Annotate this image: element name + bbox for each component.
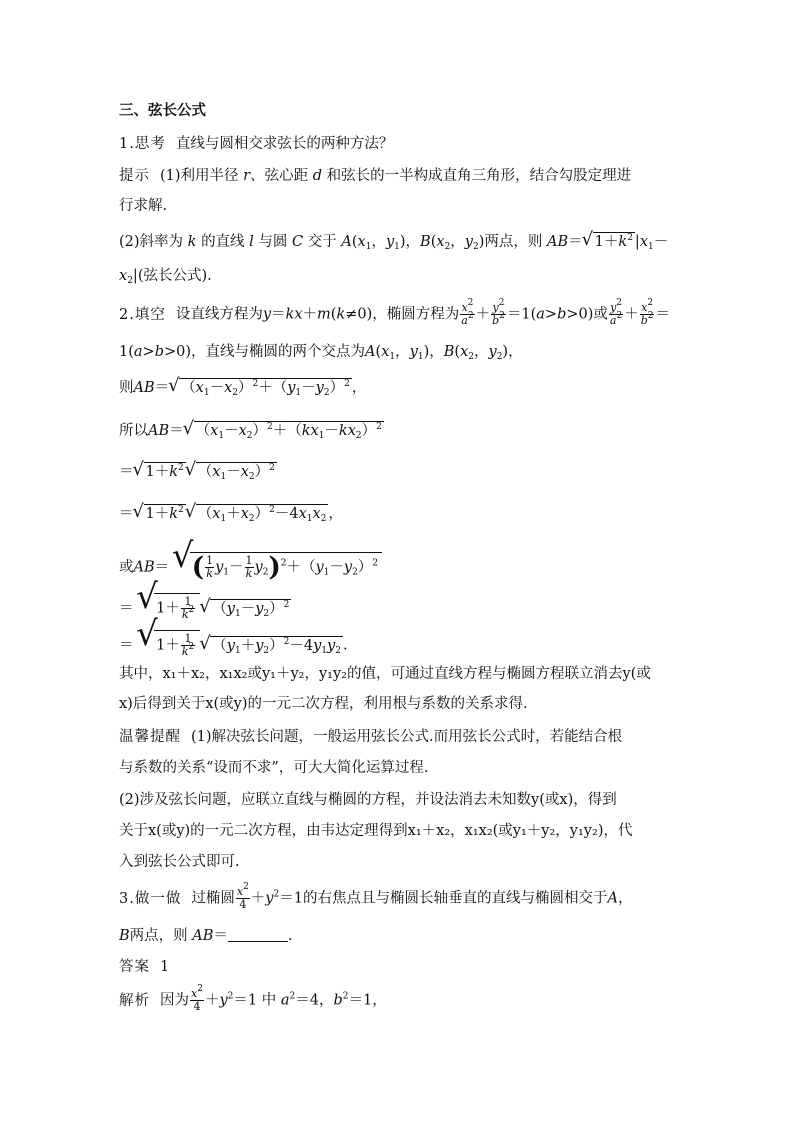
reminder-line-2: (2)涉及弦长问题，应联立直线与椭圆的方程，并设法消去未知数y(或x)，得到 [119, 792, 617, 808]
answer-label: 答案 [119, 959, 150, 975]
sqrt-expr: √ $1+k^2$ [583, 232, 635, 252]
question-2-label: 2.填空 [119, 306, 166, 323]
formula-3: ＝√ $1+k^2√$ $(x_1-x_2)^2$ [119, 462, 679, 482]
formula-6: ＝ √ 1＋ $\frac{1}{k^2}$ √ $(y_1-y_2)^2$ [119, 593, 679, 621]
reminder-line-1: 温馨提醒 (1)解决弦长问题，一般运用弦长公式.而用弦长公式时，若能结合根 [119, 729, 623, 745]
reminder-label: 温馨提醒 [119, 729, 181, 745]
question-2-line-2: 1(a>b>0)，直线与椭圆的两个交点为$A(x_1$，$y_1$)，$B(x_2$，$y_2$)， [119, 344, 523, 362]
formula-1: 则AB＝√ $(x_1-x_2)^2+(y_1-y_2)^2$ ， [119, 378, 679, 398]
hint-label: 提示 [119, 168, 150, 184]
question-1-text: 直线与圆相交求弦长的两种方法？ [175, 136, 394, 152]
formula-5: 或AB＝ √ ( $\frac{1}{k}$ $y_1-$ $\frac{1}{k}$ $y_2)^2+(y_1-y_2)^2$ [119, 552, 679, 580]
question-1-label: 1.思考 [119, 136, 166, 152]
hint-line-2: (2)斜率为 k 的直线 l 与圆 C 交于 $A(x_1$，$y_1$)，$B(x_2$，$y_2$)两点，则 AB＝√ $1+k^2$ $|x_1-$ [119, 232, 679, 252]
reminder-line-2-cont2: 入到弦长公式即可. [119, 854, 240, 870]
question-3-line-1: 3.做一做 过椭圆 $\frac{x^2}{4}$ $+y^2=1$的右焦点且与椭圆长轴垂直的直线与椭圆相交于A， [119, 882, 633, 911]
question-2-line-1: 2.填空 设直线方程为y＝kx＋m(k≠0)，椭圆方程为 $\frac{x^2}{a^2}$ ＋ $\frac{y^2}{b^2}$ ＝1(a>b>0)或 $\frac{y^2}{a^2}$ ＋ $\frac{x^2}{b^2}$ ＝ [119, 298, 670, 327]
formula-7: ＝ √ 1＋ $\frac{1}{k^2}$ √ $(y_1+y_2)^2-4y_1y_2$ . [119, 630, 679, 658]
hint-line-2-cont: $x_2|$(弦长公式). [119, 268, 212, 286]
answer-line [119, 957, 679, 977]
formula-2: 所以AB＝√ $(x_1-x_2)^2+(kx_1-kx_2)^2$ [119, 421, 679, 441]
question-2-tail-cont: x)后得到关于x(或y)的一元二次方程，利用根与系数的关系求得. [119, 696, 528, 712]
question-1 [119, 134, 679, 154]
reminder-line-1-cont: 与系数的关系“设而不求”，可大大简化运算过程. [119, 760, 429, 776]
answer-blank [228, 927, 288, 942]
hint-line-1-cont: 行求解. [119, 198, 168, 214]
analysis-line: 解析 因为 $\frac{x^2}{4}$ $+y^2=1$ 中 $a^2=4$，$b^2=1$， [119, 984, 387, 1013]
answer-value: 1 [160, 959, 170, 975]
question-2-tail: 其中，x₁＋x₂，x₁x₂或y₁＋y₂，y₁y₂的值，可通过直线方程与椭圆方程联立消去y(或 [119, 666, 651, 682]
question-3-line-2: B两点，则 AB＝ . [119, 928, 293, 944]
formula-4: ＝√ $1+k^2√$ $(x_1+x_2)^2-4x_1x_2$ ， [119, 504, 679, 524]
section-title: 三、弦长公式 [119, 102, 206, 119]
reminder-line-2-cont: 关于x(或y)的一元二次方程，由韦达定理得到x₁＋x₂，x₁x₂(或y₁＋y₂，y₁y₂)，代 [119, 823, 633, 839]
question-3-label: 3.做一做 [119, 890, 182, 907]
analysis-label: 解析 [119, 992, 150, 1009]
hint-line-1: 提示 (1)利用半径 r、弦心距 d 和弦长的一半构成直角三角形，结合勾股定理进 [119, 168, 632, 184]
